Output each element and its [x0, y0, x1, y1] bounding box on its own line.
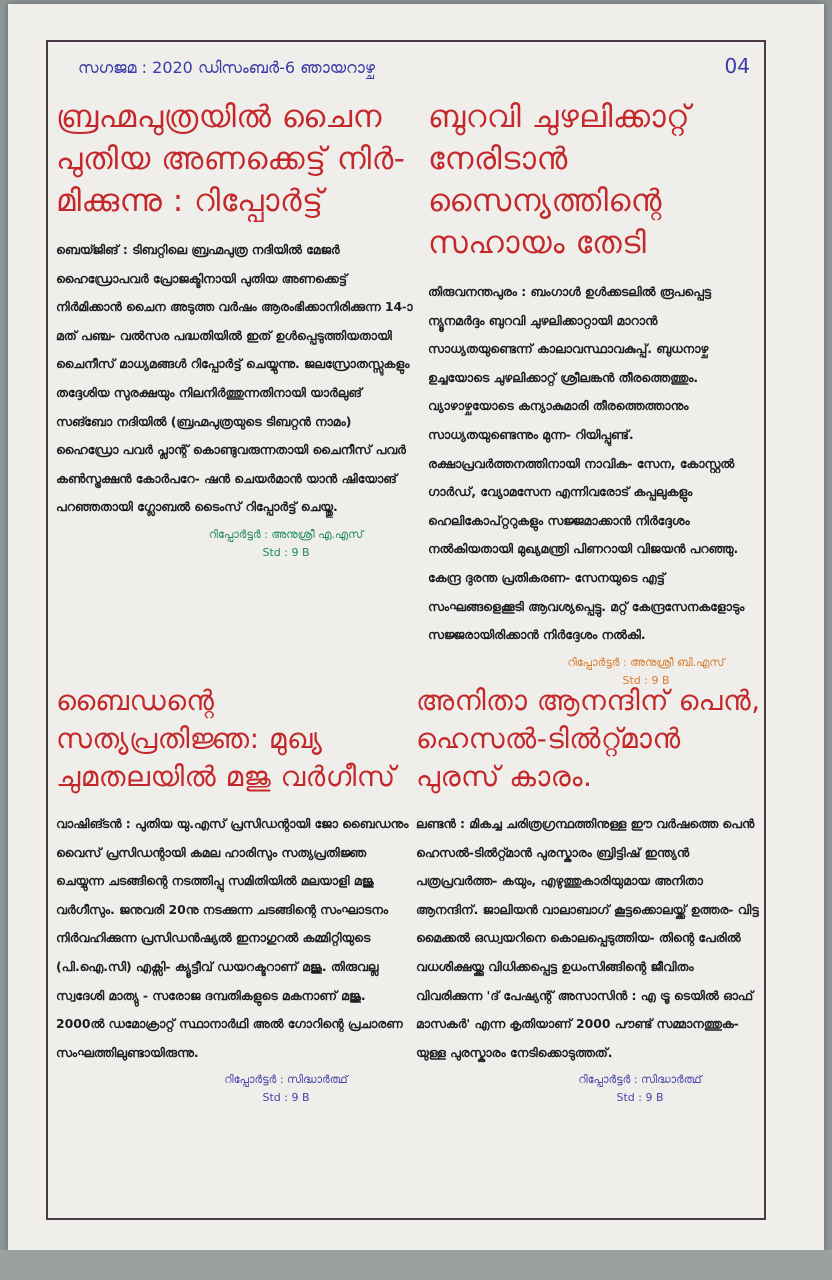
article-headline: ബൈഡന്റെ സത്യപ്രതിജ്ഞ: മുഖ്യ ചുമതലയിൽ മജു വർഗീസ്: [56, 684, 396, 793]
page-number: 04: [724, 54, 750, 78]
reporter-class: Std : 9 B: [616, 1091, 664, 1105]
masthead: [70, 52, 750, 82]
background-surface: [0, 1250, 832, 1280]
reporter-name: റിപ്പോർട്ടർ : അനുശ്രീ എ.എസ്: [208, 527, 364, 541]
reporter-name: റിപ്പോർട്ടർ : സിദ്ധാർത്ഥ്: [578, 1073, 702, 1087]
reporter-class: Std : 9 B: [262, 1091, 310, 1105]
reporter-name: റിപ്പോർട്ടർ : അനുശ്രീ ബി.എസ്: [567, 655, 725, 669]
article-body: തിരുവനന്തപുരം : ബംഗാൾ ഉൾക്കടലിൽ രൂപപ്പെട്ട ന്യൂനമർദ്ദം ബുറവി ചുഴലിക്കാറ്റായി മാറാൻ സാധ്യതയുണ്ടെന്ന് കാലാവസ്ഥാവകുപ്പ്. ബുധനാഴ്ച ഉച്ചയോടെ ചുഴലിക്കാറ്റ് ശ്രീലങ്കൻ തീരത്തെത്തും. വ്യാഴാഴ്ചയോടെ കന്യാകുമാരി തീരത്തെത്താനും സാധ്യതയുണ്ടെന്നും മുന്ന- റിയിപ്പുണ്ട്. രക്ഷാപ്രവർത്തനത്തിനായി നാവിക- സേന, കോസ്റ്റൽ ഗാർഡ്, വ്യോമസേന എന്നിവരോട് കപ്പലുകളും ഹെലികോപ്റ്ററുകളും സജ്ജമാക്കാൻ നിർദ്ദേശം നൽകിയതായി മുഖ്യമന്ത്രി പിണറായി വിജയൻ പറഞ്ഞു. കേന്ദ്ര ദുരന്ത പ്രതികരണ- സേനയുടെ എട്ട് സംഘങ്ങളെക്കൂടി ആവശ്യപ്പെട്ടു. മറ്റ് കേന്ദ്രസേനകളോടും സജ്ജരായിരിക്കാൻ നിർദ്ദേശം നൽകി.: [428, 284, 745, 643]
byline: [416, 1071, 764, 1107]
masthead-date: സഗജമ : 2020 ഡിസംബർ-6 ഞായറാഴ്ച: [78, 58, 375, 77]
article-headline: ബ്രഹ്മപുത്രയിൽ ചൈന പുതിയ അണക്കെട്ട് നിർ- മിക്കുന്നു : റിപ്പോർട്ട്: [56, 99, 406, 219]
article-burevi-cyclone: [428, 96, 764, 686]
byline: [56, 1071, 416, 1107]
article-headline: ബുറവി ചുഴലിക്കാറ്റ് നേരിടാൻ സൈന്യത്തിന്റെ സഹായം തേടി: [428, 99, 691, 261]
reporter-name: റിപ്പോർട്ടർ : സിദ്ധാർത്ഥ്: [224, 1073, 348, 1087]
byline: [56, 526, 416, 562]
article-headline: അനിതാ ആനന്ദിന് പെൻ, ഹെസൽ-ടിൽറ്റ്മാൻ പുരസ് കാരം.: [416, 684, 761, 793]
article-body: വാഷിങ്ടൻ : പുതിയ യു.എസ് പ്രസിഡന്റായി ജോ ബൈഡനും വൈസ് പ്രസിഡന്റായി കമല ഹാരിസും സത്യപ്രതിജ്ഞ ചെയ്യുന്ന ചടങ്ങിന്റെ നടത്തിപ്പു സമിതിയിൽ മലയാളി മജു വർഗീസും. ജനുവരി 20നു നടക്കുന്ന ചടങ്ങിന്റെ സംഘാടനം നിർവഹിക്കുന്ന പ്രസിഡൻഷ്യൽ ഇനാഗുറൽ കമ്മിറ്റിയുടെ (പി.ഐ.സി) എക്സി- ക്യൂട്ടീവ് ഡയറക്ടറാണ് മജു. തിരുവല്ല സ്വദേശി മാത്യു - സരോജ ദമ്പതികളുടെ മകനാണ് മജു. 2000ൽ ഡമോക്രാറ്റ് സ്ഥാനാർഥി അൽ ഗോറിന്റെ പ്രചാരണ സംഘത്തിലുണ്ടായിരുന്നു.: [56, 816, 409, 1060]
article-body: ബെയ്ജിങ് : ടിബറ്റിലെ ബ്രഹ്മപുത്ര നദിയിൽ മേജർ ഹൈഡ്രോപവർ പ്രോജക്ടിനായി പുതിയ അണക്കെട്ട് നിർമിക്കാൻ ചൈന അടുത്ത വർഷം ആരംഭിക്കാനിരിക്കുന്ന 14-ാമത് പഞ്ച- വൽസര പദ്ധതിയിൽ ഇത് ഉൾപ്പെടുത്തിയതായി ചൈനീസ് മാധ്യമങ്ങൾ റിപ്പോർട്ട് ചെയ്യുന്നു. ജലസ്രോതസ്സുകളും തദ്ദേശിയ സുരക്ഷയും നിലനിർത്തുന്നതിനായി യാർലുങ് സങ്ബോ നദിയിൽ (ബ്രഹ്മപുത്രയുടെ ടിബറ്റൻ നാമം) ഹൈഡ്രോ പവർ പ്ലാന്റ് കൊണ്ടുവരുന്നതായി ചൈനീസ് പവർ കൺസ്ട്രക്ഷൻ കോർപറേ- ഷൻ ചെയർമാൻ യാൻ ഷിയോങ് പറഞ്ഞതായി ഗ്ലോബൽ ടൈംസ് റിപ്പോർട്ട് ചെയ്തു.: [56, 242, 413, 515]
article-biden-oath: [56, 682, 416, 1212]
article-brahmaputra-dam: [56, 96, 416, 686]
reporter-class: Std : 9 B: [622, 673, 670, 687]
page-frame: [46, 40, 766, 1220]
reporter-class: Std : 9 B: [262, 545, 310, 559]
article-body: ലണ്ടൻ : മികച്ച ചരിത്രഗ്രന്ഥത്തിനുള്ള ഈ വർഷത്തെ പെൻ ഹെസൽ-ടിൽറ്റ്മാൻ പുരസ്കാരം ബ്രിട്ടിഷ് ഇന്ത്യൻ പത്രപ്രവർത്ത- കയും, എഴുത്തുകാരിയുമായ അനിതാ ആനന്ദിന്. ജാലിയൻ വാലാബാഗ് കൂട്ടക്കൊലയ്ക്ക് ഉത്തര- വിട്ട മൈക്കൽ ഒഡ്വയറിനെ കൊലപ്പെടുത്തിയ- തിന്റെ പേരിൽ വധശിക്ഷയ്ക്കു വിധിക്കപ്പെട്ട ഉധംസിങ്ങിന്റെ ജീവിതം വിവരിക്കുന്ന 'ദ് പേഷ്യന്റ് അസാസിൻ : എ ട്രൂ ടെയിൽ ഓഫ് മാസകർ' എന്ന കൃതിയാണ് 2000 പൗണ്ട് സമ്മാനത്തുക- യുള്ള പുരസ്കാരം നേടിക്കൊടുത്തത്.: [416, 816, 759, 1060]
article-anita-anand-award: [416, 682, 764, 1212]
